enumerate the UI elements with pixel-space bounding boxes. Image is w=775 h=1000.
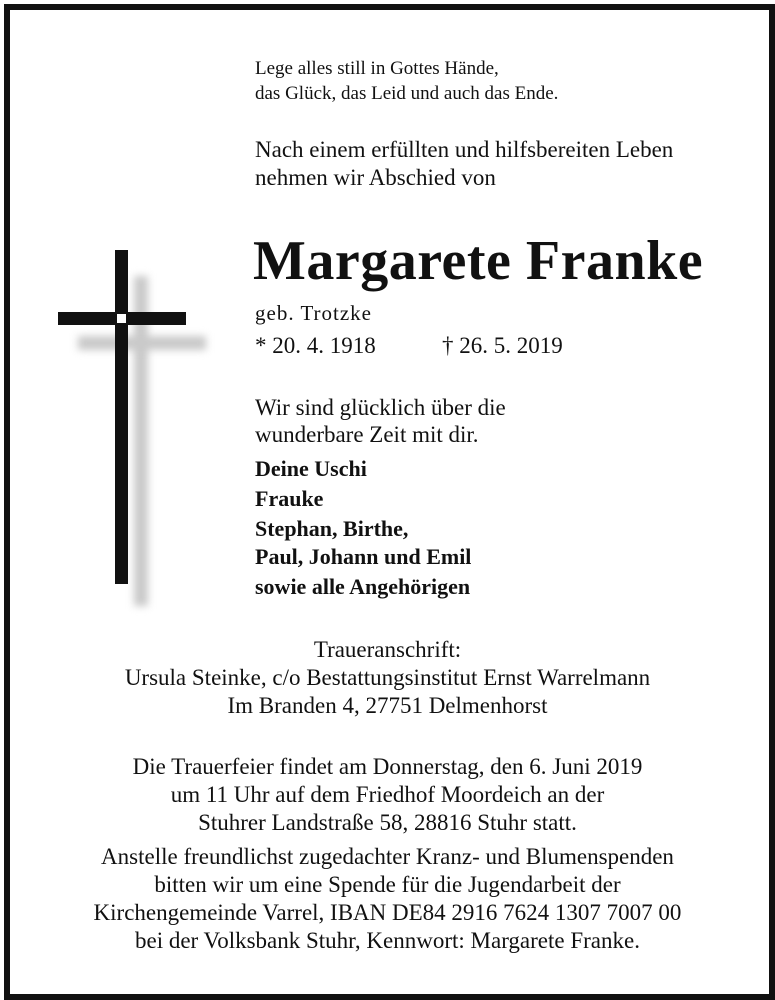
message-line: wunderbare Zeit mit dir. [255, 422, 479, 447]
cross-beam-vertical [115, 250, 128, 584]
cross-icon [50, 240, 230, 620]
intro-line: nehmen wir Abschied von [255, 165, 496, 190]
death-date: † 26. 5. 2019 [442, 333, 563, 358]
cross-center-highlight [117, 314, 126, 323]
ceremony-line: Stuhrer Landstraße 58, 28816 Stuhr statt. [198, 810, 577, 835]
address-line: Ursula Steinke, c/o Bestattungsinstitut Ernst Warrelmann [124, 665, 651, 690]
poem-line: das Glück, das Leid und auch das Ende. [255, 83, 559, 104]
message-line: Wir sind glücklich über die [255, 395, 506, 420]
intro-text [255, 136, 673, 192]
mourner: Frauke [255, 486, 324, 511]
mourner: sowie alle Angehörigen [255, 574, 471, 599]
intro-line: Nach einem erfüllten und hilfsbereiten Leben [255, 137, 674, 162]
address-line: Im Branden 4, 27751 Delmenhorst [227, 693, 548, 718]
ceremony-line: Die Trauerfeier findet am Donnerstag, den 6. Juni 2019 [132, 754, 643, 779]
mourner: Stephan, Birthe, [255, 516, 409, 541]
poem-line: Lege alles still in Gottes Hände, [255, 58, 499, 79]
address-label: Traueranschrift: [313, 637, 462, 662]
mourning-address [0, 636, 775, 720]
birth-name: geb. Trotzke [255, 301, 372, 325]
ceremony-info [0, 753, 775, 837]
mourner: Paul, Johann und Emil [255, 544, 472, 569]
cross-shadow-vertical [134, 276, 148, 606]
birth-date: * 20. 4. 1918 [255, 333, 376, 358]
cross-shadow-horizontal [78, 336, 206, 350]
donation-line: bitten wir um eine Spende für die Jugendarbeit der [154, 872, 621, 897]
deceased-name: Margarete Franke [253, 230, 704, 292]
donation-line: Kirchengemeinde Varrel, IBAN DE84 2916 7624 1307 7007 00 [93, 900, 682, 925]
poem [255, 56, 558, 106]
mourner: Deine Uschi [255, 456, 367, 481]
donation-line: Anstelle freundlichst zugedachter Kranz- und Blumenspenden [101, 844, 674, 869]
donation-info [0, 843, 775, 955]
farewell-message [255, 394, 506, 448]
donation-line: bei der Volksbank Stuhr, Kennwort: Margarete Franke. [135, 928, 640, 953]
mourners-list [255, 454, 471, 602]
ceremony-line: um 11 Uhr auf dem Friedhof Moordeich an der [170, 782, 605, 807]
